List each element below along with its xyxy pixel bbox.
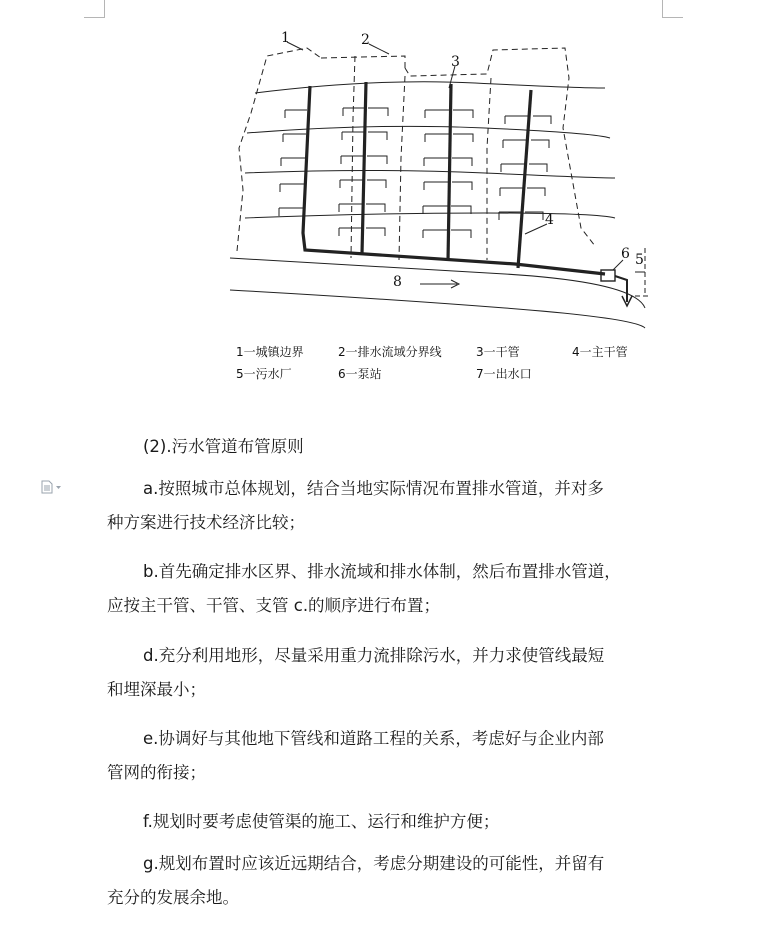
callout-1: 1 — [281, 30, 290, 46]
paragraph-line: 充分的发展余地。 — [107, 888, 239, 907]
legend-item: 7一出水口 — [476, 367, 532, 381]
paragraph-a — [107, 472, 667, 540]
legend-item: 3一干管 — [476, 345, 520, 359]
legend-item: 6一泵站 — [338, 367, 382, 381]
paragraph-line: 应按主干管、干管、支管 c.的顺序进行布置； — [107, 596, 441, 615]
legend-item: 4一主干管 — [572, 345, 628, 359]
paragraph-d — [107, 639, 667, 707]
paragraph-e — [107, 722, 667, 790]
paragraph-line: f.规划时要考虑使管渠的施工、运行和维护方便； — [143, 812, 500, 831]
paragraph-b — [107, 555, 667, 623]
paragraph-line: b.首先确定排水区界、排水流域和排水体制，然后布置排水管道， — [143, 562, 621, 581]
crop-mark-top-right — [662, 0, 663, 18]
paragraph-g — [107, 847, 667, 915]
document-icon[interactable] — [40, 480, 62, 494]
paragraph-line: e.协调好与其他地下管线和道路工程的关系，考虑好与企业内部 — [143, 729, 604, 748]
legend-item: 1一城镇边界 — [236, 345, 304, 359]
crop-mark-top-left — [84, 17, 105, 18]
crop-mark-top-left — [104, 0, 105, 18]
paragraph-line: 和埋深最小； — [107, 680, 206, 699]
paragraph-line: g.规划布置时应该近远期结合，考虑分期建设的可能性，并留有 — [143, 854, 605, 873]
callout-5: 5 — [635, 252, 644, 268]
callout-2: 2 — [361, 32, 370, 48]
legend-item: 5一污水厂 — [236, 367, 292, 381]
paragraph-f — [107, 805, 667, 839]
paragraph-line: 种方案进行技术经济比较； — [107, 513, 305, 532]
callout-4: 4 — [545, 212, 554, 228]
callout-3: 3 — [451, 54, 460, 70]
paragraph-line: 管网的衔接； — [107, 763, 206, 782]
crop-mark-top-right — [662, 17, 683, 18]
legend-item: 2一排水流域分界线 — [338, 345, 442, 359]
paragraph-line: a.按照城市总体规划，结合当地实际情况布置排水管道，并对多 — [143, 479, 604, 498]
callout-6: 6 — [621, 246, 630, 262]
callout-8: 8 — [393, 274, 402, 290]
paragraph-line: d.充分利用地形，尽量采用重力流排除污水，并力求使管线最短 — [143, 646, 605, 665]
sewer-layout-figure — [225, 28, 650, 332]
section-heading: (2).污水管道布管原则 — [143, 437, 304, 456]
